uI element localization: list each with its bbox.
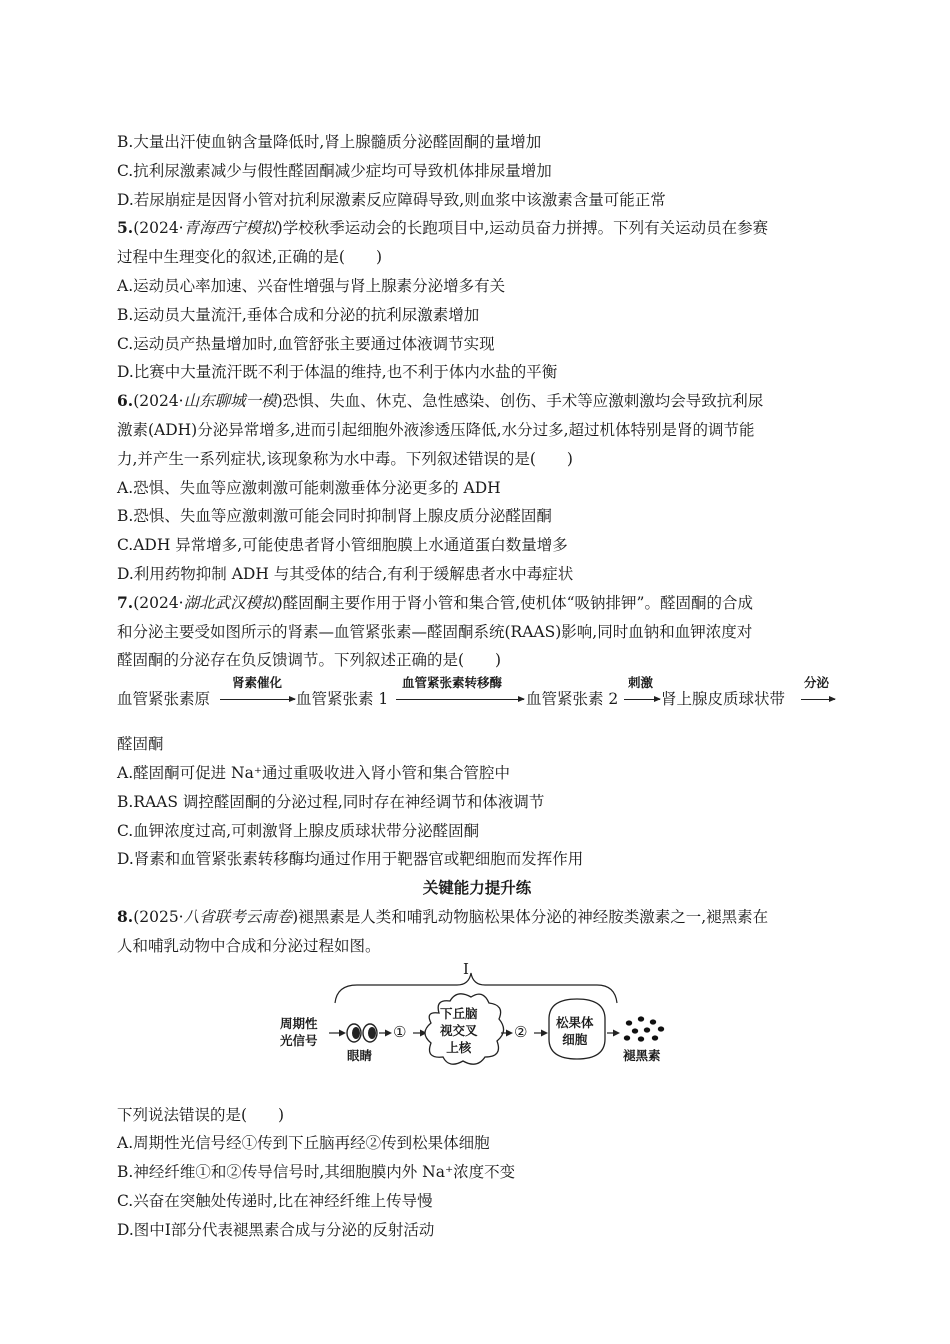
node-aldosterone: 醛固酮 [117,735,164,754]
node-angiotensinogen: 血管紧张素原 [117,690,211,709]
pineal-label-line-2: 细胞 [562,1031,588,1047]
hypothalamus-label [440,1005,478,1056]
q8-question: 下列说法错误的是( ) [117,1105,285,1124]
q7-number: 7. [117,592,134,612]
q7-option-b: B.RAAS 调控醛固酮的分泌过程,同时存在神经调节和体液调节 [117,792,545,811]
q7-source-open: (2024· [133,593,184,612]
q7-source: 湖北武汉模拟 [183,593,277,612]
fiber-1-label: ① [393,1022,407,1041]
q7-stem-line-1: 醛固酮主要作用于肾小管和集合管,使机体“吸钠排钾”。醛固酮的合成 [282,593,753,612]
q4-option-d: D.若尿崩症是因肾小管对抗利尿激素反应障碍导致,则血浆中该激素含量可能正常 [117,190,666,209]
q6-source-open: (2024· [133,392,184,411]
melatonin-pathway-diagram [117,961,837,1101]
q7-source-close: ) [276,593,283,612]
q7-stem-line-2: 和分泌主要受如图所示的肾素—血管紧张素—醛固酮系统(RAAS)影响,同时血钠和血钾浓度对 [117,622,753,641]
q4-option-c: C.抗利尿激素减少与假性醛固酮减少症均可导致机体排尿量增加 [117,161,552,180]
signal-label-line-2: 光信号 [280,1032,318,1048]
q5-option-c: C.运动员产热量增加时,血管舒张主要通过体液调节实现 [117,334,495,353]
melatonin-dots-icon [624,1016,664,1041]
q7-option-a: A.醛固酮可促进 Na⁺通过重吸收进入肾小管和集合管腔中 [117,763,511,782]
melatonin-label: 褪黑素 [623,1047,661,1063]
node-adrenal-zona-glomerulosa: 肾上腺皮质球状带 [661,690,786,709]
hypothalamus-label-line-2: 视交叉 [440,1022,478,1038]
q4-option-b: B.大量出汗使血钠含量降低时,肾上腺髓质分泌醛固酮的量增加 [117,133,542,151]
q5-stem-line-2: 过程中生理变化的叙述,正确的是( ) [117,248,383,267]
q8-source-open: (2025· [133,907,184,926]
pineal-label [556,1014,594,1048]
q6-option-c: C.ADH 异常增多,可能使患者肾小管细胞膜上水通道蛋白数量增多 [117,536,568,555]
q6-option-a: A.恐惧、失血等应激刺激可能刺激垂体分泌更多的 ADH [117,478,501,497]
q6-source: 山东聊城一模 [183,392,277,411]
q8-option-d: D.图中Ⅰ部分代表褪黑素合成与分泌的反射活动 [117,1220,435,1239]
q5-option-d: D.比赛中大量流汗既不利于体温的维持,也不利于体内水盐的平衡 [117,363,558,382]
q6-option-b: B.恐惧、失血等应激刺激可能会同时抑制肾上腺皮质分泌醛固酮 [117,507,552,526]
q5-source-close: ) [276,219,283,238]
signal-label [280,1015,318,1049]
q8-stem-line-1: 褪黑素是人类和哺乳动物脑松果体分泌的神经胺类激素之一,褪黑素在 [298,907,769,926]
q7-option-c: C.血钾浓度过高,可刺激肾上腺皮质球状带分泌醛固酮 [117,821,480,840]
arrow-3-label: 刺激 [628,675,654,691]
arrow-1-label: 肾素催化 [232,675,283,691]
eye-label: 眼睛 [347,1047,373,1063]
question-7 [117,589,837,874]
q8-number: 8. [117,906,134,926]
section-title: 关键能力提升练 [422,878,532,898]
document-page [117,128,837,1245]
question-5 [117,214,837,387]
q8-stem-line-2: 人和哺乳动物中合成和分泌过程如图。 [117,936,381,955]
q8-source-close: ) [292,907,299,926]
q7-option-d: D.肾素和血管紧张素转移酶均通过作用于靶器官或靶细胞而发挥作用 [117,850,584,869]
hypothalamus-label-line-1: 下丘脑 [440,1005,478,1021]
arrow-3 [624,699,660,700]
pineal-label-line-1: 松果体 [556,1014,594,1030]
question-8 [117,903,837,1245]
q8-option-c: C.兴奋在突触处传递时,比在神经纤维上传导慢 [117,1191,433,1210]
question-6 [117,387,837,589]
q8-option-b: B.神经纤维①和②传导信号时,其细胞膜内外 Na⁺浓度不变 [117,1163,516,1182]
arrow-2-label: 血管紧张素转移酶 [402,675,503,691]
bracket-i-label: I [463,959,469,978]
q7-stem-line-3: 醛固酮的分泌存在负反馈调节。下列叙述正确的是( ) [117,651,502,670]
arrow-4-label: 分泌 [804,675,830,691]
q6-option-d: D.利用药物抑制 ADH 与其受体的结合,有利于缓解患者水中毒症状 [117,564,574,583]
q5-option-a: A.运动员心率加速、兴奋性增强与肾上腺素分泌增多有关 [117,276,506,295]
q4-options [117,128,837,214]
q5-source: 青海西宁模拟 [183,219,277,238]
q8-option-a: A.周期性光信号经①传到下丘脑再经②传到松果体细胞 [117,1134,490,1153]
q5-number: 5. [117,218,134,238]
node-angiotensin-2: 血管紧张素 2 [526,690,619,709]
arrow-4 [801,699,835,700]
q6-stem-line-2: 激素(ADH)分泌异常增多,进而引起细胞外液渗透压降低,水分过多,超过机体特别是肾的调节能 [117,420,755,439]
signal-label-line-1: 周期性 [280,1015,318,1031]
fiber-2-label: ② [514,1022,528,1041]
q8-source: 八省联考云南卷 [183,907,293,926]
hypothalamus-label-line-3: 上核 [446,1039,472,1055]
q6-number: 6. [117,391,134,411]
q5-source-open: (2024· [133,219,184,238]
q6-stem-line-1: 恐惧、失血、休克、急性感染、创伤、手术等应激刺激均会导致抗利尿 [282,392,764,411]
arrow-2 [396,699,524,700]
q6-source-close: ) [276,392,283,411]
eye-icon [347,1024,377,1042]
q5-stem-line-1: 学校秋季运动会的长跑项目中,运动员奋力拼搏。下列有关运动员在参赛 [282,219,769,238]
node-angiotensin-1: 血管紧张素 1 [296,690,389,709]
arrow-1 [220,699,295,700]
q6-stem-line-3: 力,并产生一系列症状,该现象称为水中毒。下列叙述错误的是( ) [117,449,573,468]
raas-pathway-diagram [117,675,837,725]
q5-option-b: B.运动员大量流汗,垂体合成和分泌的抗利尿激素增加 [117,305,480,324]
